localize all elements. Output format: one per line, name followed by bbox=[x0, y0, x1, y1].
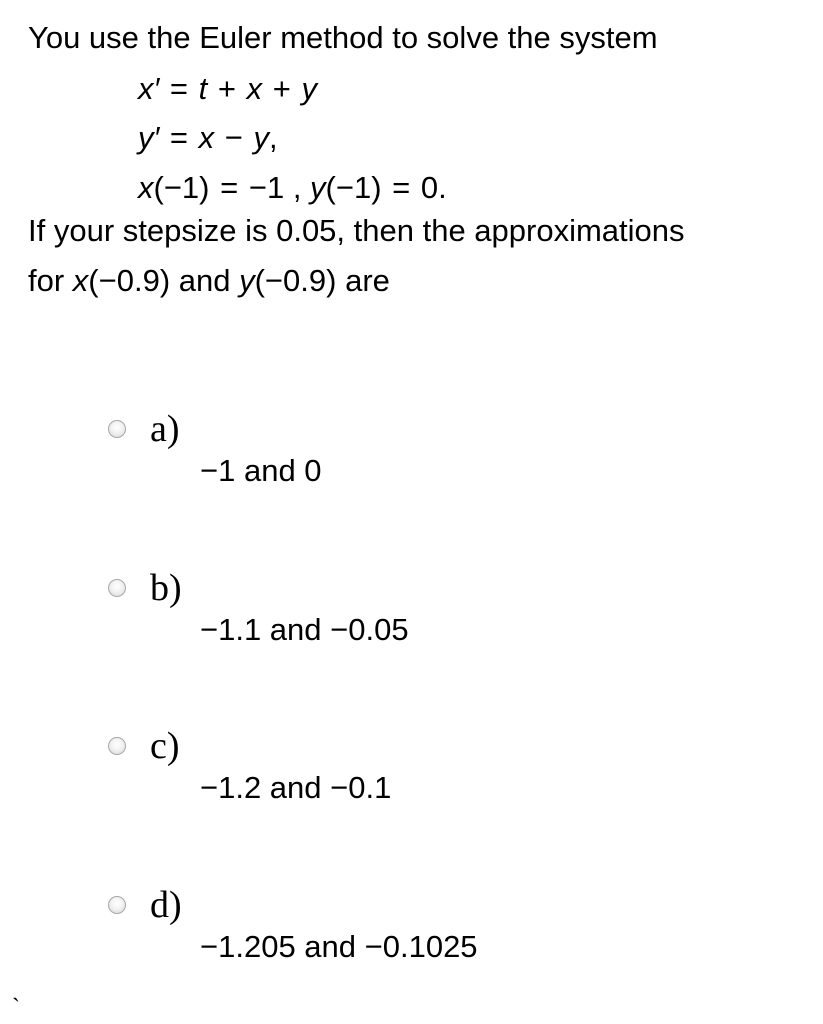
question-intro: You use the Euler method to solve the system bbox=[28, 20, 658, 55]
line3-x-arg: (−0.9) bbox=[88, 263, 171, 298]
option-c-radio[interactable] bbox=[108, 737, 126, 755]
option-a-letter: a) bbox=[150, 408, 180, 450]
eq1-term-y: y bbox=[301, 71, 317, 106]
question-stepsize-line: If your stepsize is 0.05, then the approximations bbox=[28, 213, 685, 248]
option-b-letter: b) bbox=[150, 567, 182, 609]
eq1-lhs: x′ bbox=[138, 71, 160, 106]
equals-sign: = bbox=[161, 120, 197, 155]
option-c-letter: c) bbox=[150, 725, 180, 767]
equals-sign: = bbox=[383, 170, 419, 205]
eq2-term-x: x bbox=[198, 120, 215, 155]
eq2-lhs: y′ bbox=[138, 120, 160, 155]
ic-x-name: x bbox=[138, 170, 154, 205]
ic-y-arg: (−1) bbox=[325, 170, 382, 205]
eq2-comma: , bbox=[269, 120, 278, 155]
ic-x-arg: (−1) bbox=[153, 170, 210, 205]
option-b-radio[interactable] bbox=[108, 579, 126, 597]
equation-x-prime bbox=[138, 73, 317, 104]
equation-y-prime bbox=[138, 122, 278, 153]
line3-y-arg: (−0.9) bbox=[254, 263, 337, 298]
question-approximation-line bbox=[28, 265, 390, 296]
line3-y-name: y bbox=[239, 263, 255, 298]
initial-conditions bbox=[138, 172, 447, 203]
option-d-answer: −1.205 and −0.1025 bbox=[200, 929, 478, 964]
equals-sign: = bbox=[211, 170, 247, 205]
ic-y-value: 0. bbox=[420, 170, 447, 205]
line3-x-name: x bbox=[72, 263, 89, 298]
eq2-term-y: y bbox=[253, 120, 269, 155]
line3-mid: and bbox=[170, 263, 240, 298]
line3-pre: for bbox=[28, 263, 73, 298]
ic-separator: , bbox=[284, 170, 311, 205]
option-d-radio[interactable] bbox=[108, 896, 126, 914]
line3-post: are bbox=[336, 263, 390, 298]
ic-y-name: y bbox=[310, 170, 326, 205]
minus-sign: − bbox=[216, 120, 252, 155]
option-b-answer: −1.1 and −0.05 bbox=[200, 612, 409, 647]
eq1-term-x: x bbox=[246, 71, 263, 106]
option-a-radio[interactable] bbox=[108, 420, 126, 438]
option-d-letter: d) bbox=[150, 884, 182, 926]
eq1-term-t: t bbox=[198, 71, 208, 106]
plus-sign: + bbox=[209, 71, 245, 106]
stray-backtick: ` bbox=[12, 995, 20, 1021]
option-a-answer: −1 and 0 bbox=[200, 453, 322, 488]
plus-sign: + bbox=[264, 71, 300, 106]
equals-sign: = bbox=[161, 71, 197, 106]
ic-x-value: −1 bbox=[248, 170, 285, 205]
option-c-answer: −1.2 and −0.1 bbox=[200, 770, 392, 805]
